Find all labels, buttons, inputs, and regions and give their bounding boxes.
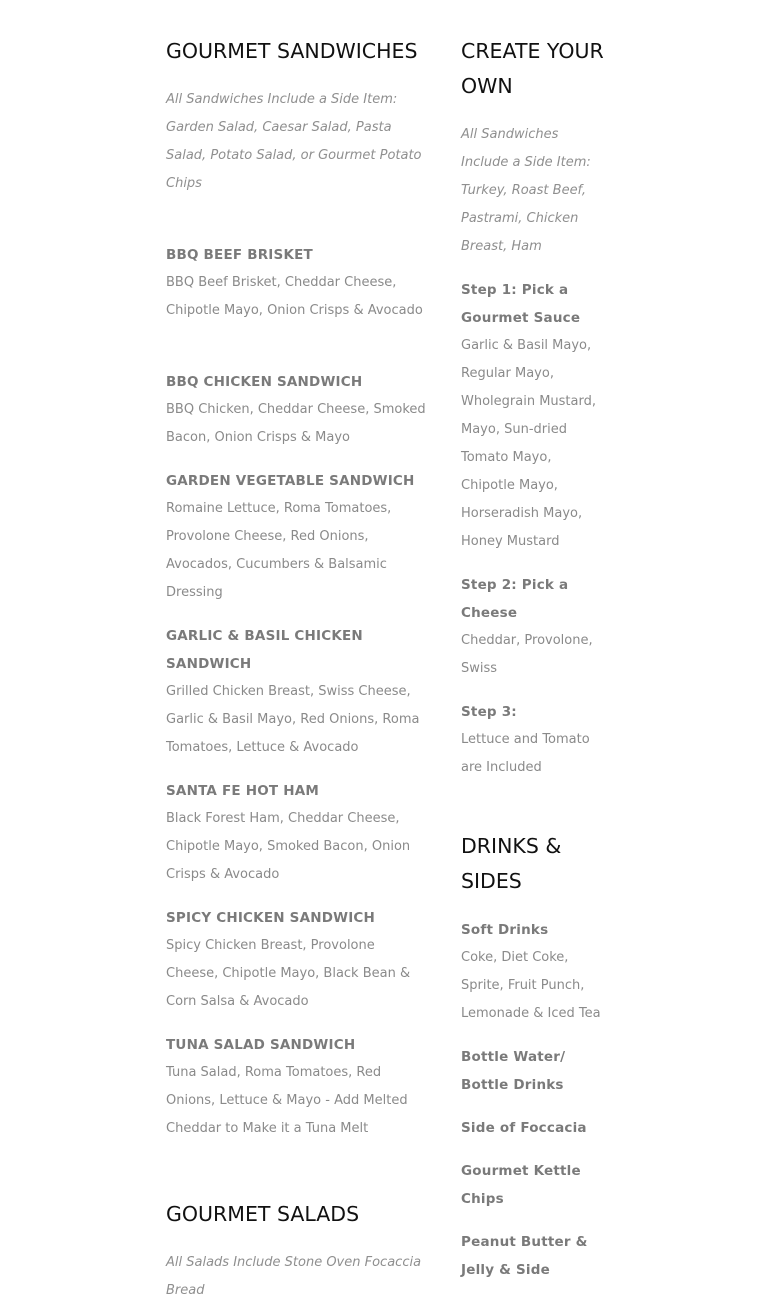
menu-item-name: BBQ BEEF BRISKET [166, 247, 313, 263]
drink-name: Peanut Butter & Jelly & Side [461, 1234, 588, 1278]
menu-item [166, 368, 428, 452]
menu-item-desc: BBQ Chicken, Cheddar Cheese, Smoked Bacon, Onion Crisps & Mayo [166, 402, 426, 445]
menu-item [166, 622, 428, 762]
step-name: Step 2: Pick a Cheese [461, 577, 569, 621]
step-item [461, 698, 605, 782]
salads-title: GOURMET SALADS [166, 1202, 360, 1226]
sandwiches-title: GOURMET SANDWICHES [166, 39, 418, 63]
menu-item-desc: Grilled Chicken Breast, Swiss Cheese, Garlic & Basil Mayo, Red Onions, Roma Tomatoes, Lettuce & Avocado [166, 684, 420, 755]
drink-name: Gourmet Kettle Chips [461, 1163, 581, 1207]
menu-item-desc: Tuna Salad, Roma Tomatoes, Red Onions, Lettuce & Mayo - Add Melted Cheddar to Make it a Tuna Melt [166, 1065, 408, 1136]
menu-item [166, 904, 428, 1016]
step-name: Step 1: Pick a Gourmet Sauce [461, 282, 581, 326]
menu-item-desc: Black Forest Ham, Cheddar Cheese, Chipotle Mayo, Smoked Bacon, Onion Crisps & Avocado [166, 811, 411, 882]
menu-item [166, 467, 428, 607]
step-desc: Lettuce and Tomato are Included [461, 732, 590, 775]
menu-item-name: SPICY CHICKEN SANDWICH [166, 910, 376, 926]
step-item [461, 571, 605, 683]
menu-item [166, 1031, 428, 1143]
drinks-title: DRINKS & SIDES [461, 834, 562, 893]
drink-desc: Coke, Diet Coke, Sprite, Fruit Punch, Lemonade & Iced Tea [461, 950, 601, 1021]
step-desc: Garlic & Basil Mayo, Regular Mayo, Wholegrain Mustard, Mayo, Sun-dried Tomato Mayo, Chipotle Mayo, Horseradish Mayo, Honey Mustard [461, 338, 596, 549]
drink-name: Bottle Water/ Bottle Drinks [461, 1049, 566, 1093]
create-intro: All Sandwiches Include a Side Item: Turkey, Roast Beef, Pastrami, Chicken Breast, Ham [461, 127, 591, 254]
drink-item [461, 1157, 605, 1213]
drink-item [461, 1043, 605, 1099]
salads-intro: All Salads Include Stone Oven Focaccia Bread [166, 1255, 422, 1298]
menu-item-name: TUNA SALAD SANDWICH [166, 1037, 356, 1053]
menu-item-name: GARLIC & BASIL CHICKEN SANDWICH [166, 628, 363, 672]
drink-item [461, 1228, 605, 1284]
menu-item-desc: BBQ Beef Brisket, Cheddar Cheese, Chipotle Mayo, Onion Crisps & Avocado [166, 275, 423, 318]
menu-item-desc: Spicy Chicken Breast, Provolone Cheese, Chipotle Mayo, Black Bean & Corn Salsa & Avocado [166, 938, 411, 1009]
sandwiches-intro: All Sandwiches Include a Side Item: Garden Salad, Caesar Salad, Pasta Salad, Potato Salad, or Gourmet Potato Chips [166, 92, 422, 191]
menu-item-name: GARDEN VEGETABLE SANDWICH [166, 473, 415, 489]
step-item [461, 276, 605, 556]
create-title: CREATE YOUR OWN [461, 39, 604, 98]
menu-item-name: SANTA FE HOT HAM [166, 783, 319, 799]
drink-name: Soft Drinks [461, 922, 549, 938]
drink-item [461, 1114, 605, 1142]
step-desc: Cheddar, Provolone, Swiss [461, 633, 593, 676]
menu-item-desc: Romaine Lettuce, Roma Tomatoes, Provolone Cheese, Red Onions, Avocados, Cucumbers & Balsamic Dressing [166, 501, 392, 600]
menu-item [166, 777, 428, 889]
drink-name: Side of Foccacia [461, 1120, 587, 1136]
step-name: Step 3: [461, 704, 517, 720]
menu-item-name: BBQ CHICKEN SANDWICH [166, 374, 363, 390]
drink-item [461, 916, 605, 1028]
menu-item [166, 241, 428, 325]
